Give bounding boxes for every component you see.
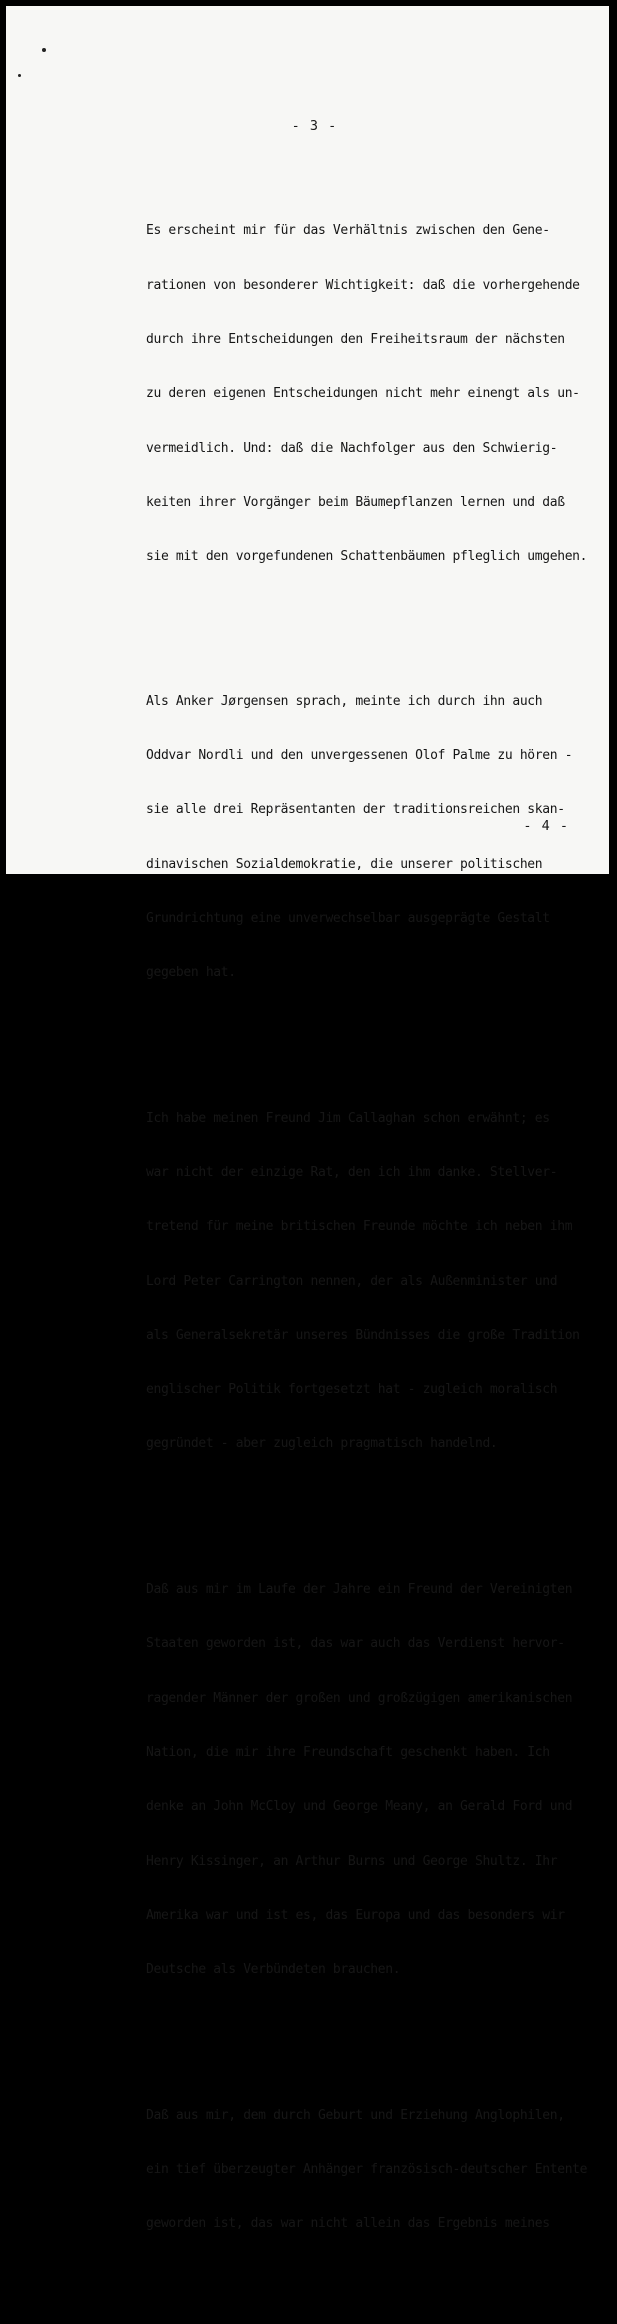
document-page [6,6,609,2232]
scan-speck [42,48,46,52]
text-line: keiten ihrer Vorgänger beim Bäumepflanzen lernen und daß [146,494,565,510]
text-line: Nation, die mir ihre Freundschaft geschenkt haben. Ich [146,1744,550,1760]
text-line: Staaten geworden ist, das war auch das Verdienst hervor- [146,1636,565,1652]
text-line: rationen von besonderer Wichtigkeit: daß die vorhergehende [146,277,580,293]
paragraph [146,2071,586,2270]
text-line: Henry Kissinger, an Arthur Burns und George Shultz. Ihr [146,1853,558,1869]
text-line: ein tief überzeugter Anhänger französisch-deutscher Entente [146,2162,588,2178]
text-line: Oddvar Nordli und den unvergessenen Olof Palme zu hören - [146,748,573,763]
paragraph [146,657,586,1019]
scan-speck [18,74,21,77]
text-line: Es erscheint mir für das Verhältnis zwischen den Gene- [146,223,550,239]
next-page-number: - 4 - [523,818,569,834]
text-line: denke an John McCloy und George Meany, an Gerald Ford und [146,1799,573,1815]
text-line: als Generalsekretär unseres Bündnisses die große Tradition [146,1327,580,1343]
text-line: tretend für meine britischen Freunde möchte ich neben ihm [146,1219,573,1235]
text-line: Als Anker Jørgensen sprach, meinte ich durch ihn auch [146,693,543,709]
text-line: geworden ist, das war nicht allein das Ergebnis meines [146,2216,550,2232]
text-line: Daß aus mir, dem durch Geburt und Erziehung Anglophilen, [146,2107,565,2123]
page-number: - 3 - [291,118,338,134]
text-line: sie mit den vorgefundenen Schattenbäumen pfleglich umgehen. [146,549,588,565]
text-line: ragender Männer der großen und großzügigen amerikanischen [146,1690,573,1706]
text-line: sie alle drei Repräsentanten der traditionsreichen skan- [146,802,565,818]
text-line: durch ihre Entscheidungen den Freiheitsraum der nächsten [146,331,565,347]
paragraph [146,186,586,602]
letter-body [146,150,586,2324]
text-line: Ich habe meinen Freund Jim Callaghan schon erwähnt; es [146,1110,550,1126]
text-line: dinavischen Sozialdemokratie, die unserer politischen [146,856,543,872]
paragraph [146,1545,586,2015]
paragraph [146,1074,586,1490]
text-line: vermeidlich. Und: daß die Nachfolger aus den Schwierig- [146,440,558,456]
text-line: zu deren eigenen Entscheidungen nicht mehr einengt als un- [146,386,580,402]
text-line: Daß aus mir im Laufe der Jahre ein Freund der Vereinigten [146,1582,573,1598]
text-line: englischer Politik fortgesetzt hat - zugleich moralisch [146,1382,558,1398]
text-line: Amerika war und ist es, das Europa und das besonders wir [146,1907,565,1923]
text-line: Deutsche als Verbündeten brauchen. [146,1962,401,1978]
text-line: Grundrichtung eine unverwechselbar ausgeprägte Gestalt [146,910,550,926]
text-line: gegeben hat. [146,965,236,981]
text-line: war nicht der einzige Rat, den ich ihm danke. Stellver- [146,1165,558,1181]
text-line: Lord Peter Carrington nennen, der als Außenminister und [146,1273,558,1289]
text-line: gegründet - aber zugleich pragmatisch handelnd. [146,1436,498,1452]
